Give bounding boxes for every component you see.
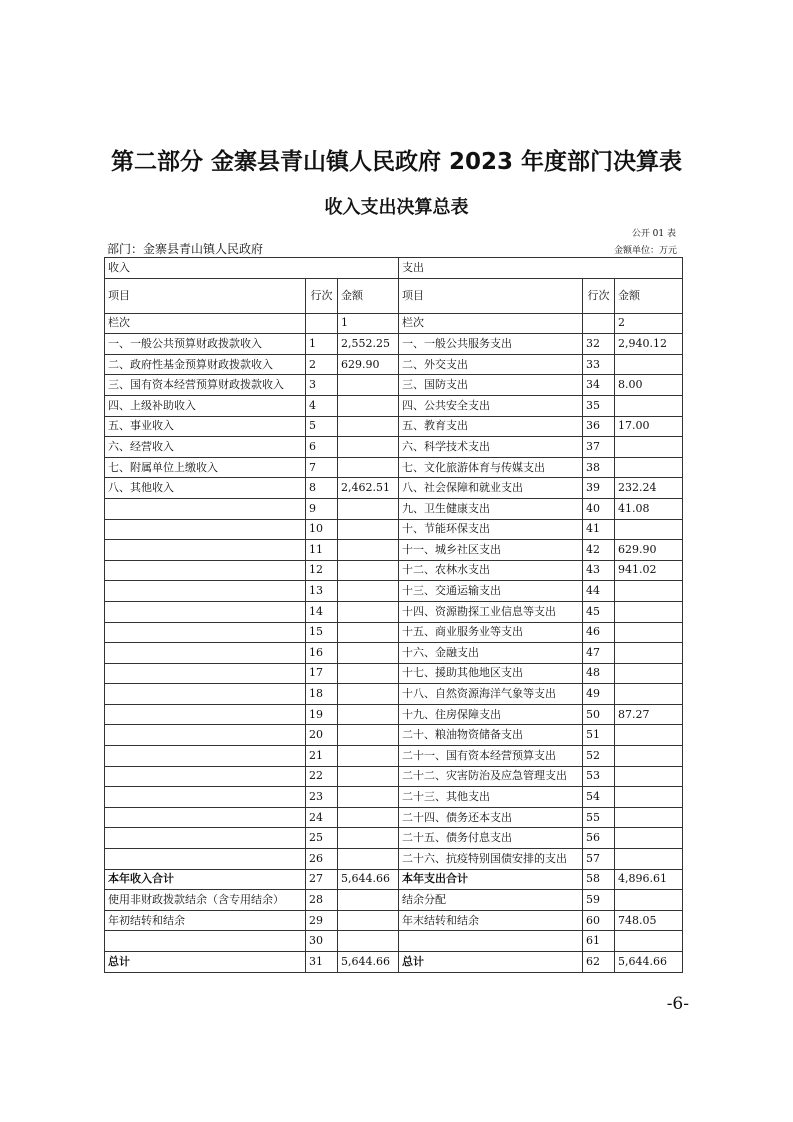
income-line-cell: 14	[306, 601, 338, 622]
expense-line-cell: 56	[583, 828, 615, 849]
expense-amount-cell	[615, 581, 683, 602]
income-item-cell: 二、政府性基金预算财政拨款收入	[105, 354, 306, 375]
income-item-cell	[105, 622, 306, 643]
expense-line-cell: 34	[583, 375, 615, 396]
income-line-cell: 2	[306, 354, 338, 375]
expense-col-index: 2	[615, 313, 683, 334]
expense-item-cell: 二十二、灾害防治及应急管理支出	[399, 766, 583, 787]
expense-line-cell: 57	[583, 849, 615, 870]
table-row	[105, 354, 683, 375]
expense-line-cell: 59	[583, 890, 615, 911]
table-row	[105, 601, 683, 622]
income-line-cell: 5	[306, 416, 338, 437]
income-line-cell: 1	[306, 334, 338, 355]
income-item-cell: 六、经营收入	[105, 437, 306, 458]
income-amount-cell	[338, 416, 399, 437]
expense-line-cell: 43	[583, 560, 615, 581]
income-item-cell	[105, 581, 306, 602]
income-item-cell: 三、国有资本经营预算财政拨款收入	[105, 375, 306, 396]
expense-item-cell: 一、一般公共服务支出	[399, 334, 583, 355]
expense-item-cell: 十四、资源勘探工业信息等支出	[399, 601, 583, 622]
income-amount-cell	[338, 457, 399, 478]
income-line-cell: 12	[306, 560, 338, 581]
expense-line-cell: 54	[583, 787, 615, 808]
expense-line-header: 行次	[583, 278, 615, 313]
table-row	[105, 787, 683, 808]
expense-amount-cell	[615, 684, 683, 705]
income-line-cell: 24	[306, 807, 338, 828]
expense-line-cell: 48	[583, 663, 615, 684]
expense-line-cell: 55	[583, 807, 615, 828]
income-amount-cell	[338, 601, 399, 622]
table-row	[105, 807, 683, 828]
table-row	[105, 416, 683, 437]
income-line-cell: 10	[306, 519, 338, 540]
department-label: 部门：金寨县青山镇人民政府	[107, 242, 264, 256]
expense-amount-cell: 232.24	[615, 478, 683, 499]
expense-line-cell: 47	[583, 643, 615, 664]
table-row	[105, 746, 683, 767]
income-item-cell: 八、其他收入	[105, 478, 306, 499]
income-item-cell	[105, 704, 306, 725]
table-row	[105, 766, 683, 787]
income-item-cell	[105, 498, 306, 519]
income-amount-cell	[338, 807, 399, 828]
income-line-cell: 18	[306, 684, 338, 705]
income-amount-cell: 5,644.66	[338, 952, 399, 973]
expense-amount-header: 金额	[615, 278, 683, 313]
expense-line-cell: 50	[583, 704, 615, 725]
income-amount-cell: 2,462.51	[338, 478, 399, 499]
expense-item-cell: 十五、商业服务业等支出	[399, 622, 583, 643]
expense-item-cell: 结余分配	[399, 890, 583, 911]
expense-line-cell: 49	[583, 684, 615, 705]
income-item-cell	[105, 601, 306, 622]
income-amount-cell	[338, 931, 399, 952]
income-item-header: 项目	[105, 278, 306, 313]
income-item-cell	[105, 519, 306, 540]
table-row	[105, 704, 683, 725]
expense-amount-cell	[615, 601, 683, 622]
expense-amount-cell: 41.08	[615, 498, 683, 519]
income-line-cell: 6	[306, 437, 338, 458]
expense-item-cell	[399, 931, 583, 952]
expense-amount-cell	[615, 663, 683, 684]
table-row	[105, 910, 683, 931]
table-row	[105, 457, 683, 478]
expense-line-cell: 45	[583, 601, 615, 622]
table-row	[105, 334, 683, 355]
table-row	[105, 478, 683, 499]
income-line-cell: 30	[306, 931, 338, 952]
column-index-row	[105, 313, 683, 334]
expense-amount-cell: 8.00	[615, 375, 683, 396]
expense-item-cell: 九、卫生健康支出	[399, 498, 583, 519]
income-line-cell: 26	[306, 849, 338, 870]
expense-item-header: 项目	[399, 278, 583, 313]
income-amount-cell: 2,552.25	[338, 334, 399, 355]
expense-item-cell: 十三、交通运输支出	[399, 581, 583, 602]
income-line-cell: 3	[306, 375, 338, 396]
income-line-cell: 25	[306, 828, 338, 849]
expense-amount-cell: 87.27	[615, 704, 683, 725]
expense-item-cell: 十、节能环保支出	[399, 519, 583, 540]
table-row	[105, 684, 683, 705]
income-item-cell	[105, 828, 306, 849]
expense-line-cell: 58	[583, 869, 615, 890]
income-line-cell: 19	[306, 704, 338, 725]
income-amount-cell	[338, 519, 399, 540]
expense-amount-cell	[615, 457, 683, 478]
expense-item-cell: 六、科学技术支出	[399, 437, 583, 458]
income-amount-cell	[338, 540, 399, 561]
expense-item-cell: 七、文化旅游体育与传媒支出	[399, 457, 583, 478]
income-amount-cell: 629.90	[338, 354, 399, 375]
expense-line-cell: 52	[583, 746, 615, 767]
expense-amount-cell	[615, 931, 683, 952]
income-amount-cell	[338, 828, 399, 849]
expense-amount-cell	[615, 354, 683, 375]
expense-item-cell: 年末结转和结余	[399, 910, 583, 931]
expense-item-cell: 十一、城乡社区支出	[399, 540, 583, 561]
table-row	[105, 828, 683, 849]
expense-amount-cell: 629.90	[615, 540, 683, 561]
expense-amount-cell	[615, 890, 683, 911]
expense-line-cell: 33	[583, 354, 615, 375]
expense-item-cell: 十二、农林水支出	[399, 560, 583, 581]
table-row	[105, 890, 683, 911]
income-line-cell: 17	[306, 663, 338, 684]
income-amount-cell	[338, 643, 399, 664]
income-amount-cell	[338, 375, 399, 396]
table-row	[105, 395, 683, 416]
income-section-header: 收入	[105, 258, 399, 279]
income-line-cell: 20	[306, 725, 338, 746]
income-line-header: 行次	[306, 278, 338, 313]
expense-line-cell: 46	[583, 622, 615, 643]
income-item-cell	[105, 746, 306, 767]
income-item-cell: 一、一般公共预算财政拨款收入	[105, 334, 306, 355]
income-item-cell	[105, 807, 306, 828]
income-item-cell	[105, 643, 306, 664]
table-row	[105, 869, 683, 890]
expense-amount-cell	[615, 395, 683, 416]
expense-amount-cell	[615, 828, 683, 849]
expense-item-cell: 八、社会保障和就业支出	[399, 478, 583, 499]
table-row	[105, 498, 683, 519]
expense-line-cell: 37	[583, 437, 615, 458]
table-row	[105, 931, 683, 952]
income-amount-cell	[338, 890, 399, 911]
income-amount-cell	[338, 849, 399, 870]
table-row	[105, 663, 683, 684]
expense-item-cell: 二十一、国有资本经营预算支出	[399, 746, 583, 767]
income-item-cell: 总计	[105, 952, 306, 973]
income-expense-table	[104, 257, 683, 973]
income-amount-cell	[338, 787, 399, 808]
expense-line-cell: 40	[583, 498, 615, 519]
expense-item-cell: 本年支出合计	[399, 869, 583, 890]
expense-item-cell: 二、外交支出	[399, 354, 583, 375]
expense-line-cell: 61	[583, 931, 615, 952]
expense-amount-cell: 17.00	[615, 416, 683, 437]
page-number: -6-	[666, 994, 689, 1014]
expense-line-cell: 35	[583, 395, 615, 416]
income-amount-cell	[338, 581, 399, 602]
expense-amount-cell: 4,896.61	[615, 869, 683, 890]
income-item-cell: 四、上级补助收入	[105, 395, 306, 416]
expense-line-cell: 38	[583, 457, 615, 478]
income-item-cell	[105, 766, 306, 787]
amount-unit: 金额单位：万元	[613, 246, 677, 256]
expense-line-cell: 51	[583, 725, 615, 746]
expense-amount-cell	[615, 746, 683, 767]
expense-amount-cell	[615, 622, 683, 643]
income-amount-header: 金额	[338, 278, 399, 313]
income-line-cell: 7	[306, 457, 338, 478]
income-line-cell: 27	[306, 869, 338, 890]
expense-item-cell: 十七、援助其他地区支出	[399, 663, 583, 684]
expense-item-cell: 十八、自然资源海洋气象等支出	[399, 684, 583, 705]
income-amount-cell	[338, 560, 399, 581]
income-item-cell	[105, 849, 306, 870]
expense-amount-cell	[615, 519, 683, 540]
expense-line-cell: 53	[583, 766, 615, 787]
expense-line-cell: 39	[583, 478, 615, 499]
table-row	[105, 849, 683, 870]
table-row	[105, 622, 683, 643]
expense-line-cell: 32	[583, 334, 615, 355]
income-amount-cell	[338, 395, 399, 416]
income-item-cell	[105, 560, 306, 581]
expense-amount-cell	[615, 643, 683, 664]
income-item-cell	[105, 663, 306, 684]
income-amount-cell	[338, 704, 399, 725]
income-col-index: 1	[338, 313, 399, 334]
expense-item-cell: 二十、粮油物资储备支出	[399, 725, 583, 746]
income-item-cell	[105, 931, 306, 952]
expense-item-cell: 二十四、债务还本支出	[399, 807, 583, 828]
expense-amount-cell: 5,644.66	[615, 952, 683, 973]
income-item-cell: 本年收入合计	[105, 869, 306, 890]
income-item-cell: 年初结转和结余	[105, 910, 306, 931]
table-row	[105, 643, 683, 664]
expense-amount-cell	[615, 807, 683, 828]
income-amount-cell	[338, 684, 399, 705]
table-row	[105, 437, 683, 458]
table-row	[105, 725, 683, 746]
expense-line-cell: 41	[583, 519, 615, 540]
expense-amount-cell	[615, 849, 683, 870]
income-amount-cell	[338, 910, 399, 931]
table-row	[105, 952, 683, 973]
expense-item-cell: 五、教育支出	[399, 416, 583, 437]
expense-amount-cell: 748.05	[615, 910, 683, 931]
income-item-cell	[105, 540, 306, 561]
expense-line-cell: 36	[583, 416, 615, 437]
expense-section-header: 支出	[399, 258, 683, 279]
income-line-cell: 8	[306, 478, 338, 499]
income-item-cell: 七、附属单位上缴收入	[105, 457, 306, 478]
income-amount-cell	[338, 766, 399, 787]
expense-amount-cell	[615, 766, 683, 787]
income-line-cell: 21	[306, 746, 338, 767]
expense-amount-cell	[615, 787, 683, 808]
income-line-cell: 16	[306, 643, 338, 664]
income-amount-cell	[338, 437, 399, 458]
expense-item-cell: 四、公共安全支出	[399, 395, 583, 416]
income-amount-cell	[338, 725, 399, 746]
expense-line-cell: 62	[583, 952, 615, 973]
income-item-cell: 五、事业收入	[105, 416, 306, 437]
expense-amount-cell	[615, 725, 683, 746]
income-amount-cell: 5,644.66	[338, 869, 399, 890]
expense-item-cell: 二十六、抗疫特别国债安排的支出	[399, 849, 583, 870]
expense-item-cell: 十六、金融支出	[399, 643, 583, 664]
expense-item-cell: 三、国防支出	[399, 375, 583, 396]
income-line-cell: 28	[306, 890, 338, 911]
expense-col-label: 栏次	[399, 313, 583, 334]
income-item-cell	[105, 684, 306, 705]
expense-amount-cell: 941.02	[615, 560, 683, 581]
income-amount-cell	[338, 498, 399, 519]
form-number: 公开 01 表	[631, 229, 676, 239]
table-row	[105, 560, 683, 581]
income-line-cell: 31	[306, 952, 338, 973]
income-line-cell: 4	[306, 395, 338, 416]
income-item-cell: 使用非财政拨款结余（含专用结余）	[105, 890, 306, 911]
income-item-cell	[105, 725, 306, 746]
expense-item-cell: 二十五、债务付息支出	[399, 828, 583, 849]
expense-line-cell: 42	[583, 540, 615, 561]
income-amount-cell	[338, 622, 399, 643]
table-row	[105, 540, 683, 561]
income-amount-cell	[338, 663, 399, 684]
income-line-cell: 22	[306, 766, 338, 787]
expense-item-cell: 总计	[399, 952, 583, 973]
expense-item-cell: 二十三、其他支出	[399, 787, 583, 808]
table-row	[105, 375, 683, 396]
income-item-cell	[105, 787, 306, 808]
expense-amount-cell	[615, 437, 683, 458]
expense-item-cell: 十九、住房保障支出	[399, 704, 583, 725]
income-line-cell: 11	[306, 540, 338, 561]
income-amount-cell	[338, 746, 399, 767]
expense-line-cell: 44	[583, 581, 615, 602]
header-row-columns	[105, 278, 683, 313]
income-line-cell: 15	[306, 622, 338, 643]
page-title: 第二部分 金寨县青山镇人民政府 2023 年度部门决算表	[110, 149, 683, 175]
income-col-label: 栏次	[105, 313, 306, 334]
table-subtitle: 收入支出决算总表	[324, 197, 469, 218]
income-line-cell: 13	[306, 581, 338, 602]
income-line-cell: 9	[306, 498, 338, 519]
expense-line-cell: 60	[583, 910, 615, 931]
table-row	[105, 581, 683, 602]
income-line-cell: 29	[306, 910, 338, 931]
table-row	[105, 519, 683, 540]
header-row-sections	[105, 258, 683, 279]
expense-amount-cell: 2,940.12	[615, 334, 683, 355]
income-line-cell: 23	[306, 787, 338, 808]
